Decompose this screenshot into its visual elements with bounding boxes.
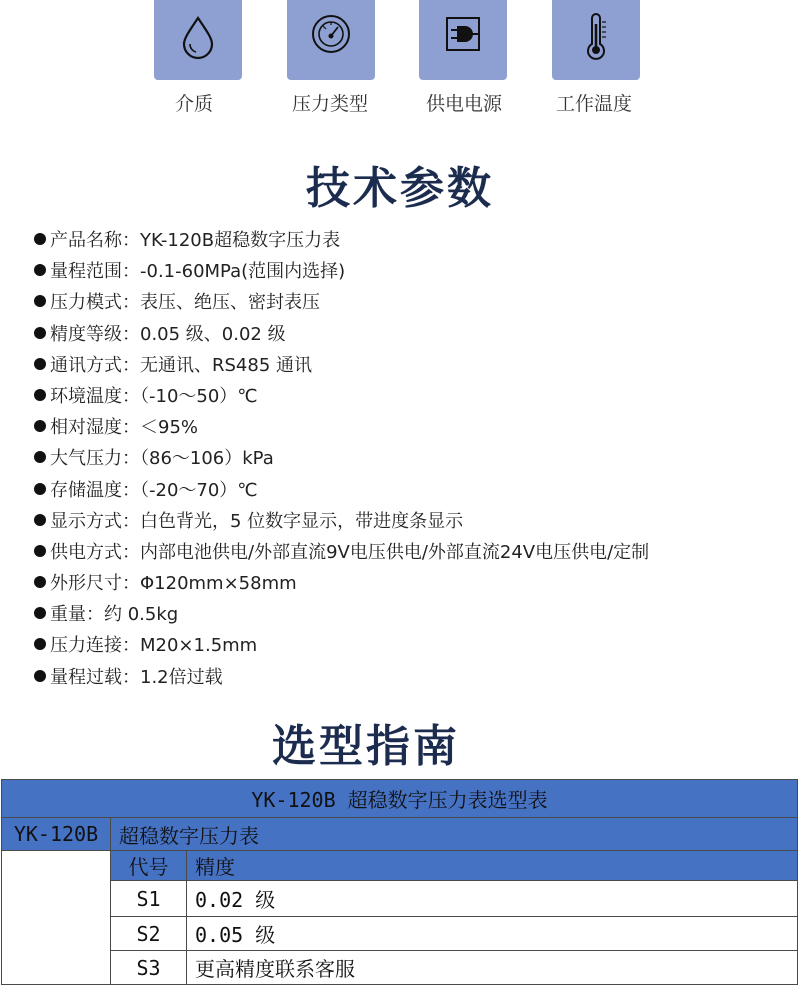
spec-item: 存储温度：（-20～70）℃ (34, 475, 649, 506)
bullet-icon (34, 327, 46, 339)
spec-item: 压力连接：M20×1.5mm (34, 630, 649, 661)
feature-tile-power (419, 0, 507, 80)
bullet-icon (34, 514, 46, 526)
header-code: 代号 (111, 851, 187, 881)
bullet-icon (34, 420, 46, 432)
table-row-value: 0.02 级 (187, 881, 798, 917)
bullet-icon (34, 483, 46, 495)
feature-label-power: 供电电源 (425, 93, 502, 115)
spec-item: 大气压力：（86～106）kPa (34, 443, 649, 474)
bullet-icon (34, 389, 46, 401)
selection-table (1, 779, 798, 985)
bullet-icon (34, 295, 46, 307)
table-row-code: S3 (111, 951, 187, 985)
spec-item: 外形尺寸：Φ120mm×58mm (34, 568, 649, 599)
power-plug-icon (443, 12, 483, 60)
feature-label-medium: 介质 (174, 93, 213, 115)
spec-list (34, 225, 649, 693)
bullet-icon (34, 233, 46, 245)
bullet-icon (34, 670, 46, 682)
bullet-icon (34, 638, 46, 650)
spec-item: 通讯方式：无通讯、RS485 通讯 (34, 350, 649, 381)
bullet-icon (34, 576, 46, 588)
feature-label-temperature: 工作温度 (555, 93, 632, 115)
blank-cell (2, 851, 111, 985)
spec-item: 重量：约 0.5kg (34, 599, 649, 630)
spec-item: 供电方式：内部电池供电/外部直流9V电压供电/外部直流24V电压供电/定制 (34, 537, 649, 568)
table-row-code: S2 (111, 917, 187, 951)
table-row-value: 0.05 级 (187, 917, 798, 951)
spec-item: 显示方式：白色背光，5 位数字显示，带进度条显示 (34, 506, 649, 537)
pressure-gauge-icon (311, 12, 351, 60)
bullet-icon (34, 607, 46, 619)
bullet-icon (34, 264, 46, 276)
table-row-code: S1 (111, 881, 187, 917)
header-precision: 精度 (187, 851, 798, 881)
spec-item: 压力模式：表压、绝压、密封表压 (34, 287, 649, 318)
selection-table-title: YK-120B 超稳数字压力表选型表 (2, 780, 798, 818)
feature-label-pressure-type: 压力类型 (291, 93, 368, 115)
spec-item: 量程过载：1.2倍过载 (34, 662, 649, 693)
spec-item: 精度等级：0.05 级、0.02 级 (34, 319, 649, 350)
feature-tile-medium (154, 0, 242, 80)
water-drop-icon (178, 12, 218, 60)
bullet-icon (34, 358, 46, 370)
bullet-icon (34, 545, 46, 557)
spec-item: 产品名称：YK-120B超稳数字压力表 (34, 225, 649, 256)
feature-tile-pressure-type (287, 0, 375, 80)
spec-item: 环境温度：（-10～50）℃ (34, 381, 649, 412)
spec-item: 量程范围：-0.1-60MPa(范围内选择) (34, 256, 649, 287)
table-row-value: 更高精度联系客服 (187, 951, 798, 985)
selection-guide-heading: 选型指南 (272, 721, 460, 772)
spec-item: 相对湿度：＜95% (34, 412, 649, 443)
model-cell: YK-120B (2, 818, 111, 851)
tech-params-heading: 技术参数 (306, 163, 494, 214)
thermometer-icon (576, 12, 616, 60)
feature-tile-temperature (552, 0, 640, 80)
bullet-icon (34, 451, 46, 463)
model-desc-cell: 超稳数字压力表 (111, 818, 798, 851)
